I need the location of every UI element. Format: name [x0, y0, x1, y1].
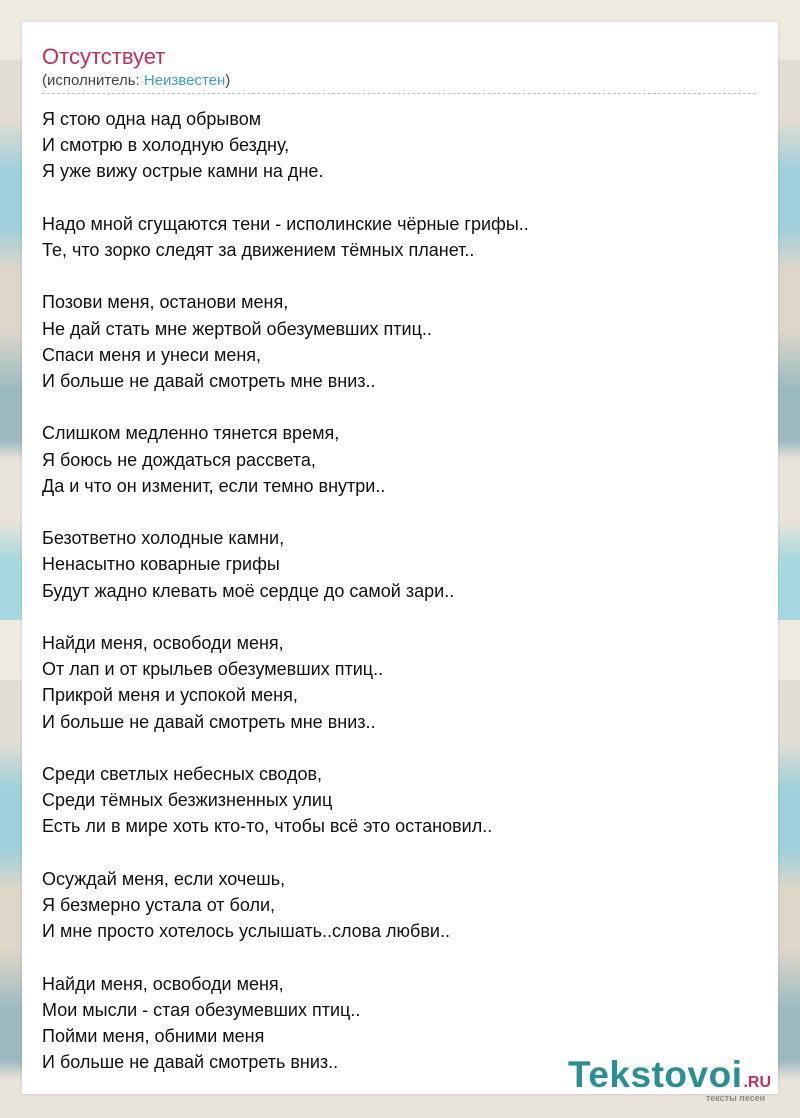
lyric-line: Осуждай меня, если хочешь, — [42, 868, 286, 889]
stanza — [42, 761, 529, 840]
lyric-line: Среди тёмных безжизненных улиц — [42, 790, 333, 811]
lyric-line: И мне просто хотелось услышать..слова любви.. — [42, 921, 450, 942]
lyric-line: Я боюсь не дождаться рассвета, — [42, 449, 316, 470]
lyric-line: Будут жадно клевать моё сердце до самой зари.. — [42, 580, 455, 601]
lyric-line: Есть ли в мире хоть кто-то, чтобы всё это остановил.. — [42, 816, 493, 837]
lyric-line: Ненасытно коварные грифы — [42, 554, 280, 575]
lyric-line: Да и что он изменит, если темно внутри.. — [42, 475, 386, 496]
stanza — [42, 211, 529, 263]
lyric-line: Найди меня, освободи меня, — [42, 632, 284, 653]
lyric-line: И больше не давай смотреть мне вниз.. — [42, 371, 376, 391]
artist-suffix: ) — [225, 72, 231, 89]
stanza — [42, 289, 529, 394]
stanza — [42, 420, 529, 499]
site-logo[interactable] — [568, 1054, 772, 1103]
logo-tld: .RU — [743, 1074, 772, 1091]
header-divider — [42, 93, 756, 94]
lyric-line: Мои мысли - стая обезумевших птиц.. — [42, 999, 361, 1020]
stanza — [42, 525, 529, 604]
lyric-line: Я безмерно устала от боли, — [42, 894, 276, 915]
artist-prefix: (исполнитель: — [42, 72, 144, 89]
lyrics-text — [42, 106, 529, 1075]
lyric-line: Позови меня, останови меня, — [42, 292, 289, 313]
lyric-line: Слишком медленно тянется время, — [42, 423, 340, 444]
artist-link[interactable]: Неизвестен — [143, 72, 226, 89]
stanza — [42, 106, 529, 185]
artist-line — [42, 72, 230, 89]
lyric-line: Прикрой меня и успокой меня, — [42, 685, 298, 706]
lyric-line: И смотрю в холодную бездну, — [42, 135, 290, 156]
stanza — [42, 866, 529, 945]
lyric-line: Спаси меня и унеси меня, — [42, 344, 262, 365]
lyric-line: Я стою одна над обрывом — [42, 109, 262, 129]
lyrics-page — [22, 22, 778, 1103]
stanza — [42, 630, 529, 735]
lyric-line: И больше не давай смотреть вниз.. — [42, 1052, 339, 1073]
lyric-line: Я уже вижу острые камни на дне. — [42, 161, 324, 182]
lyric-line: От лап и от крыльев обезумевших птиц.. — [42, 659, 384, 680]
stanza — [42, 971, 529, 1076]
lyric-line: Те, что зорко следят за движением тёмных планет.. — [42, 240, 475, 260]
lyric-line: Надо мной сгущаются тени - исполинские чёрные грифы.. — [42, 213, 529, 234]
lyric-line: И больше не давай смотреть мне вниз.. — [42, 711, 376, 732]
lyric-line: Среди светлых небесных сводов, — [42, 763, 323, 784]
lyric-line: Пойми меня, обними меня — [42, 1025, 265, 1046]
lyric-line: Безответно холодные камни, — [42, 528, 285, 549]
logo-tagline: тексты песен — [705, 1093, 766, 1103]
logo-wordmark: Tekstovoi — [568, 1054, 743, 1095]
song-title: Отсутствует — [42, 44, 166, 69]
lyric-line: Не дай стать мне жертвой обезумевших птиц.. — [42, 318, 432, 339]
lyric-line: Найди меня, освободи меня, — [42, 973, 284, 994]
